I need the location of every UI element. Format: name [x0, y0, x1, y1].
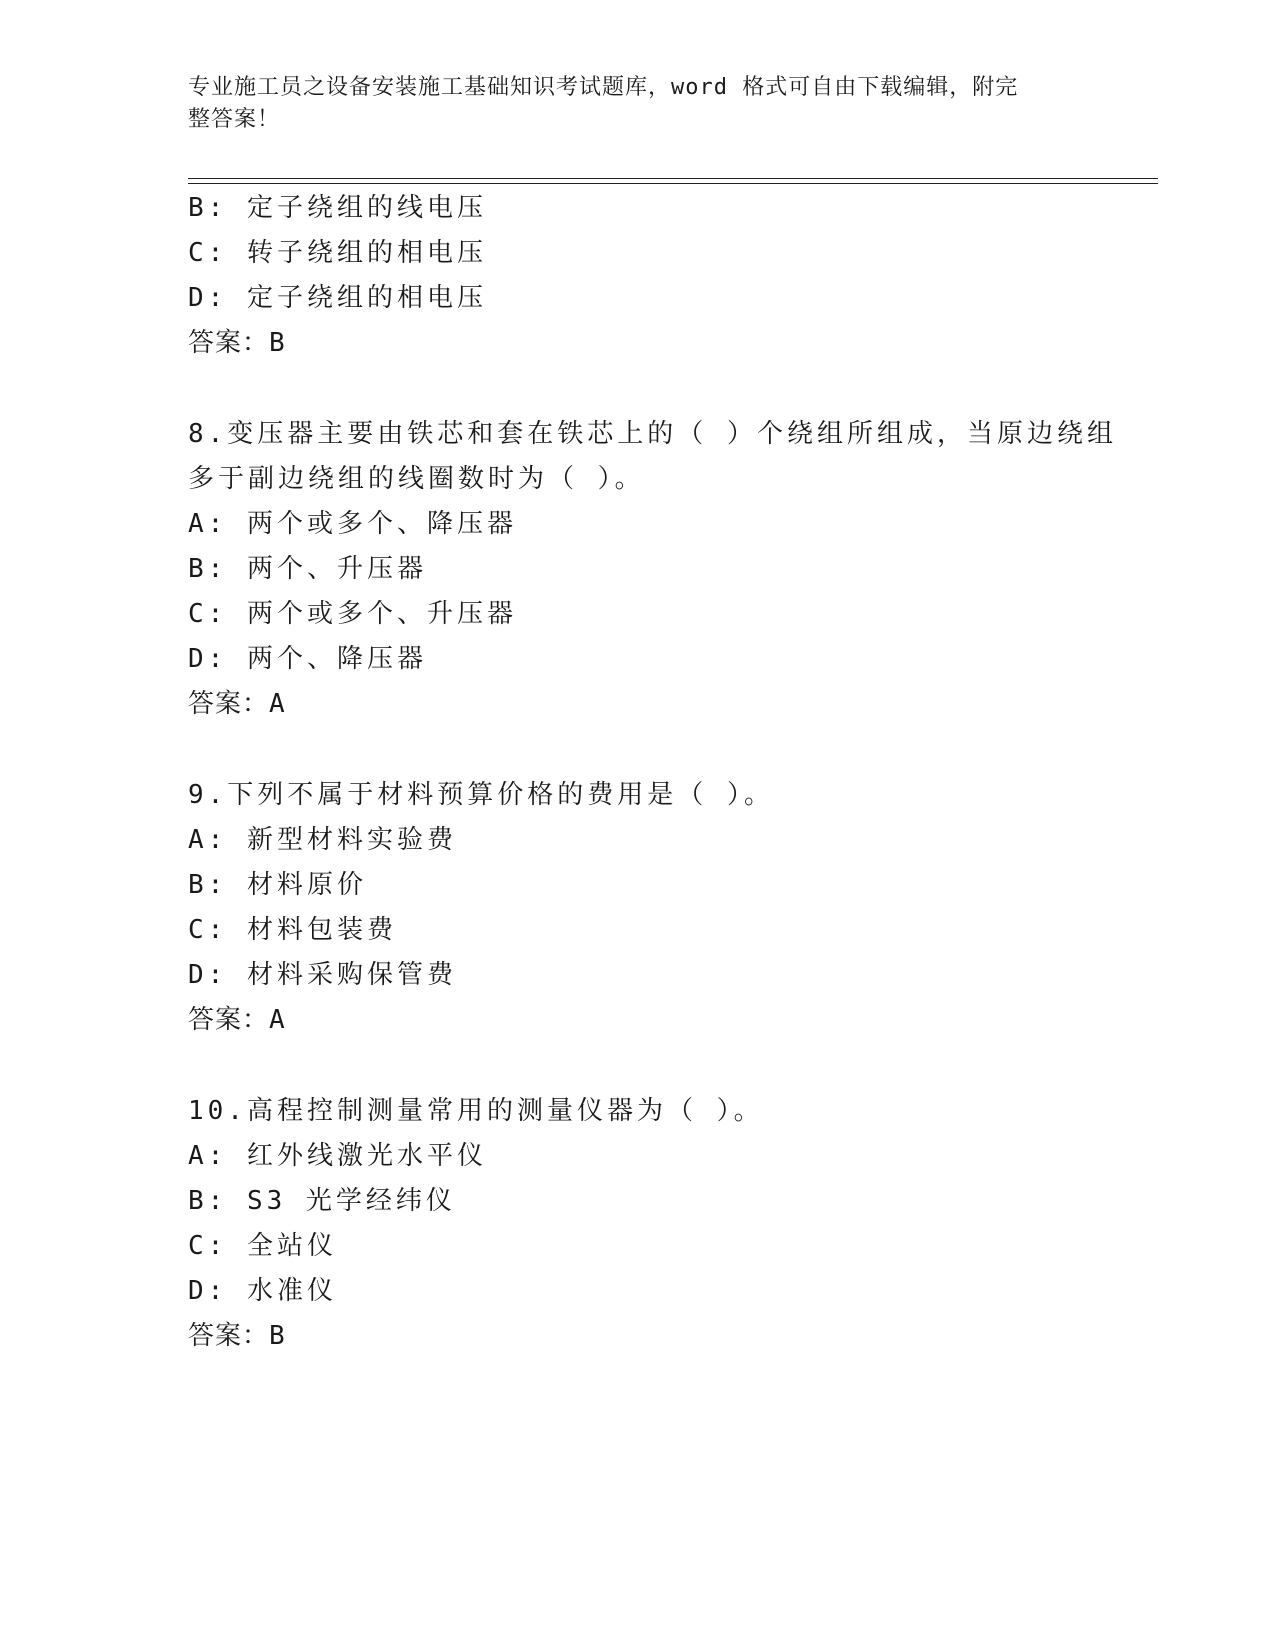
option-line: D: 水准仪: [188, 1276, 337, 1306]
option-line: C: 材料包装费: [188, 915, 397, 945]
option-line: D: 材料采购保管费: [188, 960, 457, 990]
option-line: C: 全站仪: [188, 1231, 337, 1261]
answer-line: 答案：A: [188, 689, 286, 719]
option-line: C: 转子绕组的相电压: [188, 238, 487, 268]
option-line: D: 定子绕组的相电压: [188, 283, 487, 313]
option-line: A: 新型材料实验费: [188, 825, 457, 855]
option-line: B: S3 光学经纬仪: [188, 1186, 456, 1216]
header-divider-bottom: [188, 183, 1158, 184]
option-line: D: 两个、降压器: [188, 644, 427, 674]
option-line: B: 定子绕组的线电压: [188, 193, 487, 223]
document-header: [188, 72, 1068, 136]
question-line: 9.下列不属于材料预算价格的费用是（ ）。: [188, 780, 774, 810]
answer-line: 答案：A: [188, 1005, 286, 1035]
option-line: C: 两个或多个、升压器: [188, 599, 517, 629]
header-line-2: 整答案！: [188, 107, 281, 132]
question-line: 多于副边绕组的线圈数时为（ ）。: [188, 464, 645, 494]
option-line: B: 材料原价: [188, 870, 367, 900]
header-line-1: 专业施工员之设备安装施工基础知识考试题库，word 格式可自由下载编辑，附完: [188, 75, 1019, 100]
option-line: A: 红外线激光水平仪: [188, 1141, 487, 1171]
question-line: 10.高程控制测量常用的测量仪器为（ ）。: [188, 1096, 764, 1126]
question-line: 8.变压器主要由铁芯和套在铁芯上的（ ）个绕组所组成，当原边绕组: [188, 419, 1117, 449]
answer-line: 答案：B: [188, 328, 286, 358]
option-line: A: 两个或多个、降压器: [188, 509, 517, 539]
option-line: B: 两个、升压器: [188, 554, 427, 584]
answer-line: 答案：B: [188, 1321, 286, 1351]
header-divider-top: [188, 178, 1158, 179]
